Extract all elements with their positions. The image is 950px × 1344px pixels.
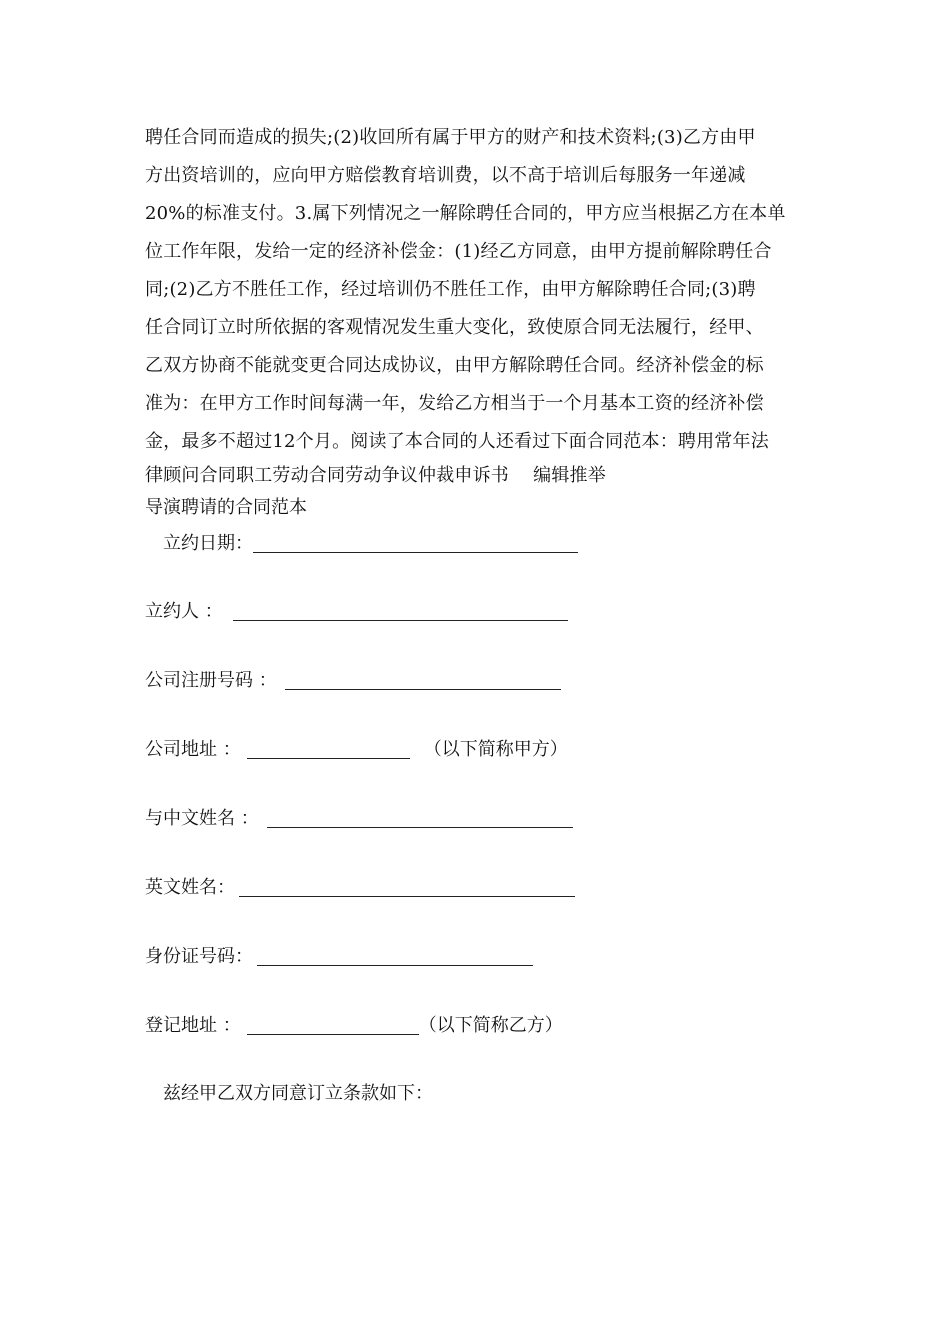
english-name-label: 英文姓名：: [145, 877, 235, 898]
registered-address-field: [145, 1014, 563, 1038]
closing-statement: 兹经甲乙双方同意订立条款如下：: [163, 1083, 433, 1104]
sign-date-field: [163, 532, 578, 556]
body-line-8: 准为：在甲方工作时间每满一年，发给乙方相当于一个月基本工资的经济补偿: [145, 393, 764, 414]
party-field: [145, 600, 568, 624]
id-number-field: [145, 945, 533, 969]
company-address-field: [145, 738, 568, 762]
registered-address-suffix: （以下简称乙方）: [418, 1015, 563, 1036]
english-name-blank[interactable]: [239, 878, 575, 897]
company-reg-no-field: [145, 669, 561, 693]
body-line-4: 位工作年限，发给一定的经济补偿金：(1)经乙方同意，由甲方提前解除聘任合: [145, 241, 772, 262]
registered-address-label: 登记地址 ：: [145, 1015, 241, 1036]
registered-address-blank[interactable]: [247, 1016, 419, 1035]
chinese-name-blank[interactable]: [267, 809, 573, 828]
body-line-1: 聘任合同而造成的损失;(2)收回所有属于甲方的财产和技术资料;(3)乙方由甲: [145, 127, 756, 148]
sign-date-label: 立约日期：: [163, 533, 253, 554]
body-line-2: 方出资培训的，应向甲方赔偿教育培训费，以不高于培训后每服务一年递减: [145, 165, 746, 186]
company-reg-no-blank[interactable]: [285, 671, 561, 690]
english-name-field: [145, 876, 575, 900]
body-line-6: 任合同订立时所依据的客观情况发生重大变化，致使原合同无法履行，经甲、: [145, 317, 764, 338]
id-number-blank[interactable]: [257, 947, 533, 966]
contract-title: 导演聘请的合同范本: [145, 497, 307, 518]
company-reg-no-label: 公司注册号码 ：: [145, 670, 277, 691]
party-label: 立约人 ：: [145, 601, 223, 622]
party-blank[interactable]: [233, 602, 568, 621]
chinese-name-label: 与中文姓名 ：: [145, 808, 259, 829]
body-line-5: 同;(2)乙方不胜任工作，经过培训仍不胜任工作，由甲方解除聘任合同;(3)聘: [145, 279, 756, 300]
chinese-name-field: [145, 807, 573, 831]
company-address-suffix: （以下简称甲方）: [423, 739, 568, 760]
body-line-3: 20%的标准支付。3.属下列情况之一解除聘任合同的，甲方应当根据乙方在本单: [145, 203, 786, 224]
company-address-blank[interactable]: [247, 740, 410, 759]
body-line-9: 金，最多不超过12个月。阅读了本合同的人还看过下面合同范本：聘用常年法: [145, 431, 769, 452]
company-address-label: 公司地址 ：: [145, 739, 241, 760]
body-line-7: 乙双方协商不能就变更合同达成协议，由甲方解除聘任合同。经济补偿金的标: [145, 355, 764, 376]
sign-date-blank[interactable]: [253, 534, 578, 553]
body-line-10: 律顾问合同职工劳动合同劳动争议仲裁申诉书 编辑推举: [145, 465, 606, 486]
id-number-label: 身份证号码：: [145, 946, 253, 967]
